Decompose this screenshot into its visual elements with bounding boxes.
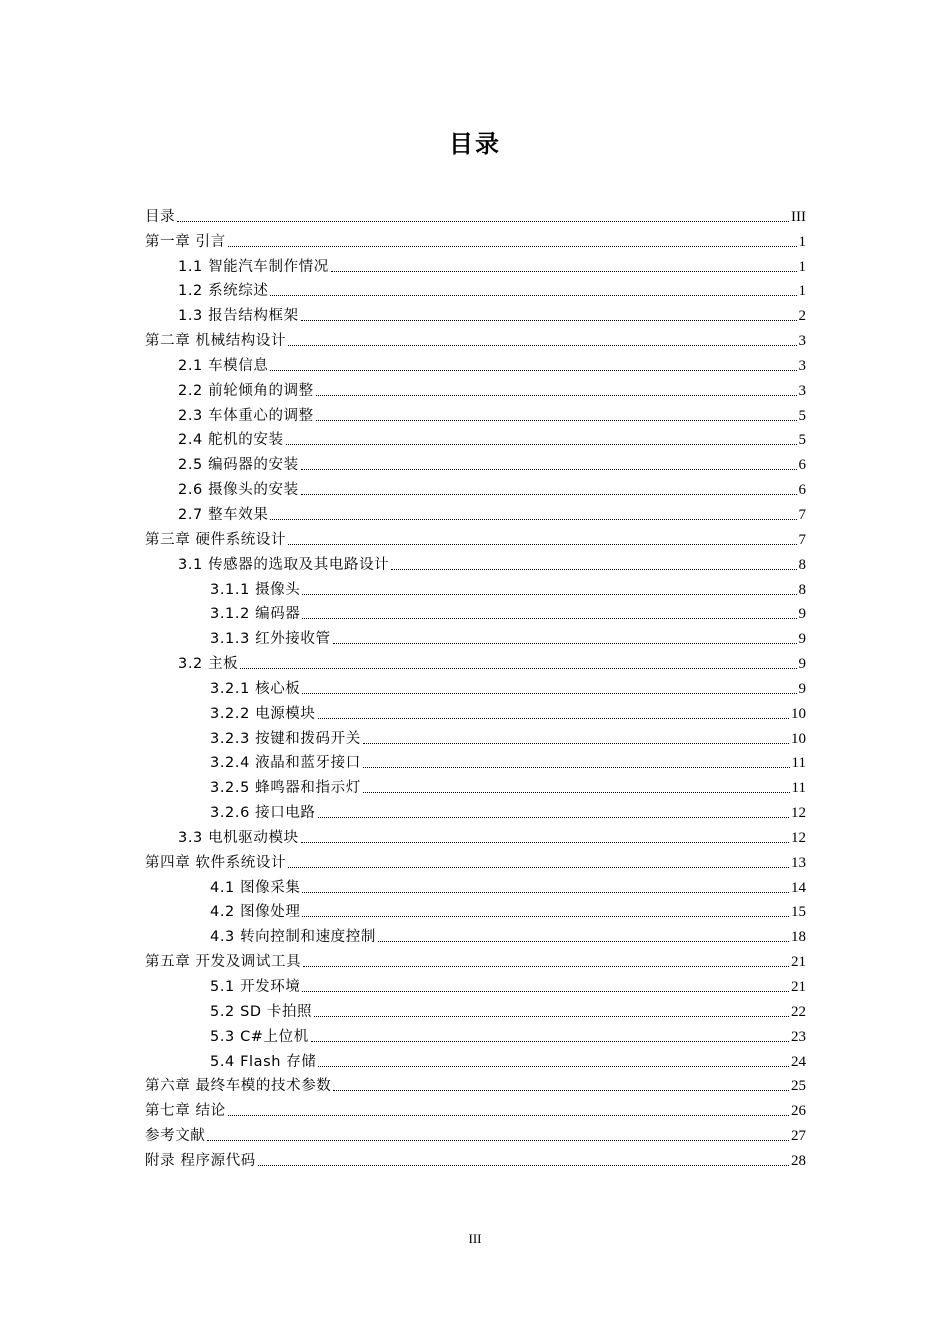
toc-dot-leader xyxy=(302,692,796,694)
toc-entry[interactable] xyxy=(145,797,806,822)
toc-entry-title: 2.2 前轮倾角的调整 xyxy=(178,382,314,399)
toc-entry-page: 6 xyxy=(798,457,806,474)
toc-entry[interactable] xyxy=(145,226,806,251)
toc-dot-leader xyxy=(302,617,796,619)
toc-entry-page: 1 xyxy=(798,233,806,250)
toc-dot-leader xyxy=(270,294,796,296)
toc-entry-title: 2.4 舵机的安装 xyxy=(178,432,284,449)
toc-entry-title: 目录 xyxy=(145,208,176,225)
toc-dot-leader xyxy=(318,717,789,719)
toc-dot-leader xyxy=(270,369,796,371)
toc-entry[interactable] xyxy=(145,1095,806,1120)
toc-entry-title: 第三章 硬件系统设计 xyxy=(145,531,287,548)
toc-entry[interactable] xyxy=(145,449,806,474)
toc-entry-title: 2.6 摄像头的安装 xyxy=(178,482,299,499)
toc-entry[interactable] xyxy=(145,251,806,276)
toc-entry-page: 27 xyxy=(791,1128,806,1145)
toc-entry-page: 11 xyxy=(791,755,806,772)
toc-entry[interactable] xyxy=(145,847,806,872)
toc-dot-leader xyxy=(333,1089,789,1091)
toc-entry-title: 1.2 系统综述 xyxy=(178,283,269,300)
toc-dot-leader xyxy=(228,245,797,247)
toc-entry-title: 1.3 报告结构框架 xyxy=(178,308,299,325)
toc-entry-page: 13 xyxy=(791,854,806,871)
toc-entry-title: 第一章 引言 xyxy=(145,233,226,250)
toc-dot-leader xyxy=(311,1040,789,1042)
toc-dot-leader xyxy=(363,791,790,793)
toc-entry-page: 9 xyxy=(798,606,806,623)
toc-entry[interactable] xyxy=(145,673,806,698)
toc-entry-page: 14 xyxy=(791,879,806,896)
toc-entry-page: 3 xyxy=(798,357,806,374)
toc-entry-page: 9 xyxy=(798,680,806,697)
toc-entry-title: 2.3 车体重心的调整 xyxy=(178,407,314,424)
toc-entry-page: 12 xyxy=(791,829,806,846)
toc-dot-leader xyxy=(301,468,797,470)
toc-entry[interactable] xyxy=(145,375,806,400)
toc-entry-title: 3.2.6 接口电路 xyxy=(210,805,316,822)
toc-dot-leader xyxy=(301,319,797,321)
toc-dot-leader xyxy=(316,394,797,396)
toc-entry-page: 10 xyxy=(791,730,806,747)
toc-entry-title: 4.1 图像采集 xyxy=(210,879,301,896)
toc-entry-page: 3 xyxy=(798,333,806,350)
toc-entry[interactable] xyxy=(145,1120,806,1145)
toc-entry-page: 1 xyxy=(798,258,806,275)
page-title: 目录 xyxy=(449,130,501,158)
toc-entry[interactable] xyxy=(145,623,806,648)
toc-entry-page: 3 xyxy=(798,382,806,399)
toc-entry[interactable] xyxy=(145,499,806,524)
toc-entry[interactable] xyxy=(145,1021,806,1046)
toc-dot-leader xyxy=(240,667,796,669)
toc-entry[interactable] xyxy=(145,474,806,499)
toc-dot-leader xyxy=(331,270,797,272)
toc-dot-leader xyxy=(302,915,789,917)
toc-entry[interactable] xyxy=(145,549,806,574)
toc-entry-title: 4.2 图像处理 xyxy=(210,904,301,921)
toc-dot-leader xyxy=(302,593,796,595)
toc-entry-title: 1.1 智能汽车制作情况 xyxy=(178,258,329,275)
toc-entry-page: 21 xyxy=(791,979,806,995)
toc-entry-title: 2.5 编码器的安装 xyxy=(178,457,299,474)
toc-entry-page: 26 xyxy=(791,1103,806,1120)
toc-entry[interactable] xyxy=(145,996,806,1021)
toc-entry[interactable] xyxy=(145,822,806,847)
toc-dot-leader xyxy=(302,990,789,992)
toc-dot-leader xyxy=(302,891,789,893)
toc-entry-page: 8 xyxy=(798,556,806,573)
toc-entry-title: 5.4 Flash 存储 xyxy=(210,1053,317,1070)
toc-dot-leader xyxy=(316,419,797,421)
toc-entry[interactable] xyxy=(145,574,806,599)
toc-entry-page: 22 xyxy=(791,1003,806,1020)
toc-entry[interactable] xyxy=(145,300,806,325)
toc-entry-page: 21 xyxy=(791,954,806,971)
toc-entry-page: 24 xyxy=(791,1053,806,1070)
toc-dot-leader xyxy=(301,841,789,843)
toc-dot-leader xyxy=(288,543,796,545)
toc-entry-page: 12 xyxy=(791,805,806,822)
toc-entry[interactable] xyxy=(145,723,806,748)
toc-entry-page: 2 xyxy=(798,308,806,325)
toc-entry[interactable] xyxy=(145,772,806,797)
toc-entry[interactable] xyxy=(145,325,806,350)
toc-dot-leader xyxy=(363,742,789,744)
toc-entry[interactable] xyxy=(145,897,806,922)
toc-entry-title: 第六章 最终车模的技术参数 xyxy=(145,1078,332,1095)
toc-dot-leader xyxy=(228,1114,789,1116)
toc-entry-page: 6 xyxy=(798,482,806,499)
toc-dot-leader xyxy=(288,866,789,868)
toc-entry[interactable] xyxy=(145,1145,806,1170)
toc-entry-title: 第四章 软件系统设计 xyxy=(145,854,287,871)
toc-entry-title: 3.2.2 电源模块 xyxy=(210,705,316,722)
toc-entry-page: 25 xyxy=(791,1078,806,1095)
toc-entry[interactable] xyxy=(145,648,806,673)
toc-entry-title: 3.2 主板 xyxy=(178,656,239,673)
toc-entry-title: 第五章 开发及调试工具 xyxy=(145,954,302,971)
toc-entry[interactable] xyxy=(145,425,806,450)
toc-entry-page: 28 xyxy=(791,1152,806,1169)
toc-dot-leader xyxy=(318,1065,789,1067)
toc-dot-leader xyxy=(303,965,789,967)
toc-entry-page: 9 xyxy=(798,656,806,673)
toc-entry[interactable] xyxy=(145,400,806,425)
toc-entry-page: 8 xyxy=(798,581,806,598)
toc-entry-title: 第七章 结论 xyxy=(145,1103,226,1120)
toc-entry-title: 5.3 C#上位机 xyxy=(210,1028,309,1045)
toc-entry[interactable] xyxy=(145,946,806,971)
footer-page-number: III xyxy=(468,1231,482,1246)
toc-entry-title: 3.1.1 摄像头 xyxy=(210,581,301,598)
toc-entry[interactable] xyxy=(145,748,806,773)
toc-dot-leader xyxy=(318,816,789,818)
toc-dot-leader xyxy=(258,1164,789,1166)
toc-dot-leader xyxy=(301,493,797,495)
toc-dot-leader xyxy=(288,344,796,346)
toc-entry[interactable] xyxy=(145,201,806,226)
toc-entry-page: 7 xyxy=(798,506,806,523)
toc-entry[interactable] xyxy=(145,872,806,897)
toc-entry-title: 3.2.1 核心板 xyxy=(210,680,301,697)
toc-entry-title: 3.1.3 红外接收管 xyxy=(210,631,331,648)
toc-entry-title: 参考文献 xyxy=(145,1128,206,1145)
toc-entry-title: 5.1 开发环境 xyxy=(210,979,301,995)
toc-dot-leader xyxy=(378,940,789,942)
toc-entry[interactable] xyxy=(145,971,806,996)
toc-entry-title: 第二章 机械结构设计 xyxy=(145,333,287,350)
toc-entry-page: 11 xyxy=(791,780,806,797)
toc-entry-title: 2.1 车模信息 xyxy=(178,357,269,374)
toc-entry-page: 23 xyxy=(791,1028,806,1045)
toc-entry-title: 3.2.3 按键和拨码开关 xyxy=(210,730,361,747)
toc-entry-page: 7 xyxy=(798,531,806,548)
toc-entry-title: 附录 程序源代码 xyxy=(145,1152,256,1169)
toc-entry-page: 18 xyxy=(791,929,806,946)
toc-dot-leader xyxy=(333,642,797,644)
toc-entry-title: 4.3 转向控制和速度控制 xyxy=(210,929,376,946)
toc-entry-title: 3.2.4 液晶和蓝牙接口 xyxy=(210,755,361,772)
toc-entry-page: III xyxy=(791,208,806,225)
toc-entry-page: 15 xyxy=(791,904,806,921)
toc-entry[interactable] xyxy=(145,524,806,549)
toc-dot-leader xyxy=(270,518,796,520)
toc-entry[interactable] xyxy=(145,276,806,301)
toc-entry-page: 9 xyxy=(798,631,806,648)
toc-entry-page: 10 xyxy=(791,705,806,722)
toc-entry-page: 5 xyxy=(798,432,806,449)
toc-entry-title: 3.1.2 编码器 xyxy=(210,606,301,623)
toc-entry[interactable] xyxy=(145,698,806,723)
toc-dot-leader xyxy=(314,1015,789,1017)
toc-entry[interactable] xyxy=(145,921,806,946)
toc-entry[interactable] xyxy=(145,1071,806,1096)
toc-dot-leader xyxy=(207,1139,789,1141)
toc-entry-title: 5.2 SD 卡拍照 xyxy=(210,1003,313,1020)
toc-entry[interactable] xyxy=(145,599,806,624)
table-of-contents xyxy=(145,201,806,1170)
toc-entry-title: 3.3 电机驱动模块 xyxy=(178,829,299,846)
toc-entry[interactable] xyxy=(145,1046,806,1071)
toc-entry-page: 1 xyxy=(798,283,806,300)
toc-dot-leader xyxy=(363,766,790,768)
toc-dot-leader xyxy=(391,568,796,570)
toc-entry-title: 2.7 整车效果 xyxy=(178,506,269,523)
toc-dot-leader xyxy=(177,220,789,222)
toc-entry[interactable] xyxy=(145,350,806,375)
toc-entry-title: 3.2.5 蜂鸣器和指示灯 xyxy=(210,780,361,797)
toc-dot-leader xyxy=(286,443,797,445)
toc-entry-page: 5 xyxy=(798,407,806,424)
toc-entry-title: 3.1 传感器的选取及其电路设计 xyxy=(178,556,390,573)
